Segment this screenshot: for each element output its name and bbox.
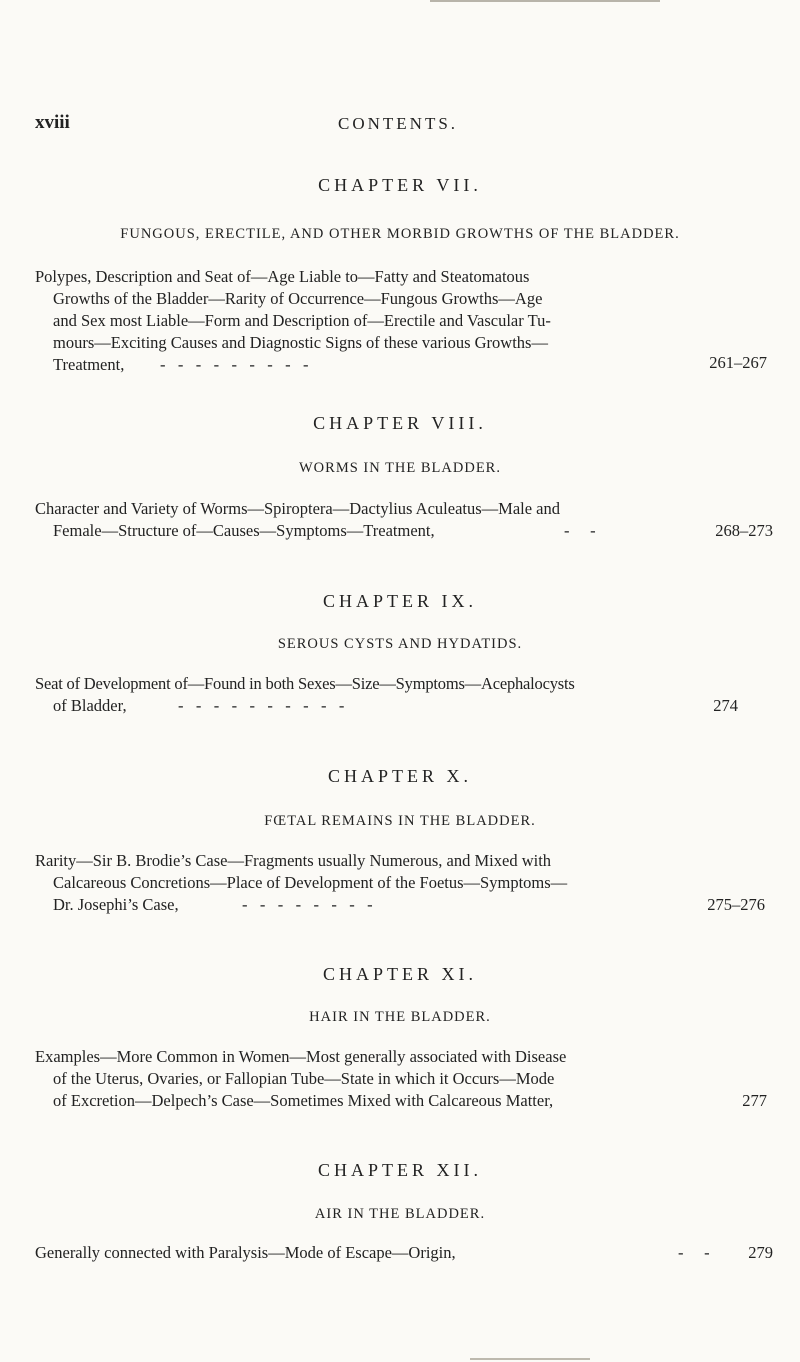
entry-line: of Bladder, [53, 696, 127, 715]
chapter-subtitle: HAIR IN THE BLADDER. [309, 1009, 491, 1025]
entry-line: Female—Structure of—Causes—Symptoms—Treatment, [53, 521, 435, 540]
dot-leaders: - - - - - - - - [242, 895, 373, 914]
entry-line: Treatment, [53, 355, 125, 374]
page-header [35, 112, 765, 142]
chapter-heading: CHAPTER XII. [318, 1160, 482, 1180]
chapter-subtitle: WORMS IN THE BLADDER. [299, 460, 501, 476]
entry-line: Generally connected with Paralysis—Mode of Escape—Origin, [35, 1243, 456, 1262]
entry-line: mours—Exciting Causes and Diagnostic Signs of these various Growths— [53, 333, 548, 352]
chapter-heading: CHAPTER VII. [318, 175, 482, 195]
dot-leaders: - - - - - - - - - [160, 355, 309, 374]
dot-leaders: - - - - - - - - - - [178, 696, 345, 715]
entry-line: of the Uterus, Ovaries, or Fallopian Tube—State in which it Occurs—Mode [53, 1069, 555, 1088]
chapter-heading: CHAPTER VIII. [313, 413, 487, 433]
chapter-subtitle: FŒTAL REMAINS IN THE BLADDER. [264, 813, 536, 829]
entry-line: Dr. Josephi’s Case, [53, 895, 179, 914]
running-title: CONTENTS. [338, 114, 459, 133]
page-number: xviii [35, 112, 70, 133]
dot-leaders: - - [564, 521, 596, 540]
entry-line: Growths of the Bladder—Rarity of Occurrence—Fungous Growths—Age [53, 289, 543, 308]
chapter-subtitle: AIR IN THE BLADDER. [314, 1206, 486, 1222]
bottom-rule [470, 1358, 590, 1360]
page-range: 275–276 [707, 895, 765, 914]
entry-line: and Sex most Liable—Form and Description of—Erectile and Vascular Tu- [53, 311, 551, 330]
entry-line: Character and Variety of Worms—Spiroptera—Dactylius Aculeatus—Male and [35, 499, 561, 518]
top-rule [430, 0, 660, 2]
page-range: 279 [748, 1243, 773, 1262]
page-range: 261–267 [709, 353, 767, 372]
chapter-subtitle: SEROUS CYSTS AND HYDATIDS. [277, 636, 523, 652]
entry-line: Polypes, Description and Seat of—Age Liable to—Fatty and Steatomatous [35, 267, 530, 286]
chapter-heading: CHAPTER IX. [322, 591, 477, 611]
chapter-heading: CHAPTER XI. [322, 964, 477, 984]
chapter-heading: CHAPTER X. [327, 766, 472, 786]
entry-line: of Excretion—Delpech’s Case—Sometimes Mixed with Calcareous Matter, [53, 1091, 554, 1110]
entry-line: Seat of Development of—Found in both Sexes—Size—Symptoms—Acephalocysts [35, 674, 575, 693]
chapter-subtitle: FUNGOUS, ERECTILE, AND OTHER MORBID GROWTHS OF THE BLADDER. [120, 226, 680, 242]
dot-leaders: - - [678, 1243, 710, 1262]
entry-line: Examples—More Common in Women—Most generally associated with Disease [35, 1047, 567, 1066]
entry-line: Calcareous Concretions—Place of Development of the Foetus—Symptoms— [53, 873, 568, 892]
page-range: 274 [713, 696, 738, 715]
entry-line: Rarity—Sir B. Brodie’s Case—Fragments usually Numerous, and Mixed with [35, 851, 552, 870]
page-range: 277 [742, 1091, 767, 1110]
page-range: 268–273 [715, 521, 773, 540]
